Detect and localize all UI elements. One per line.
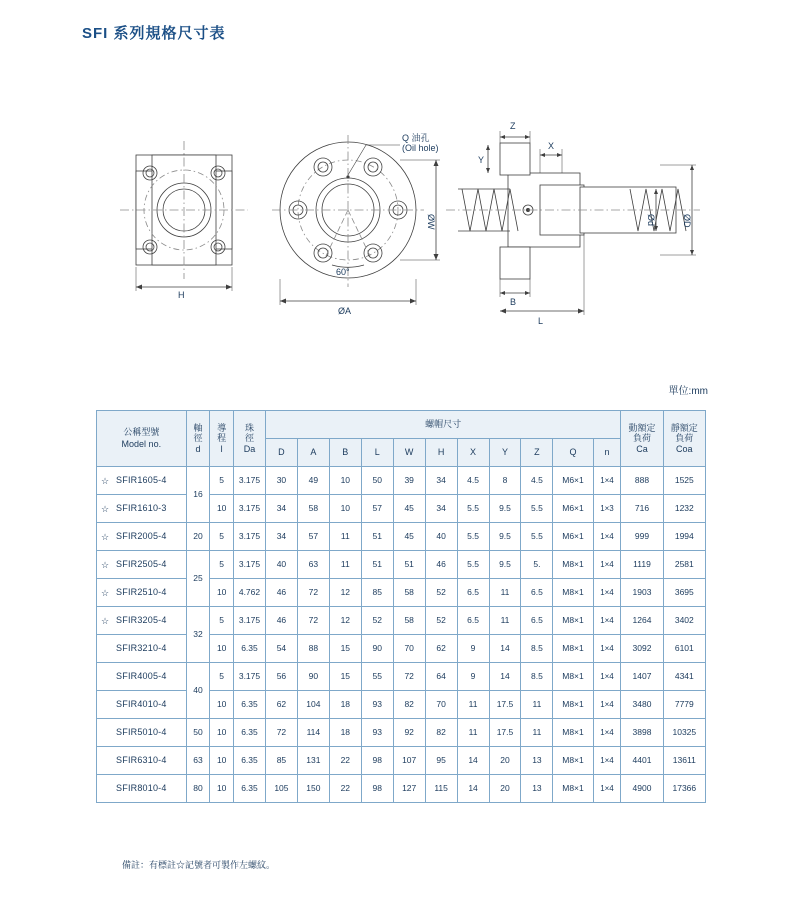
header-dynamic-l2: 負荷 [633, 433, 652, 444]
cell-D: 40 [265, 551, 297, 579]
cell-B: 18 [329, 719, 361, 747]
cell-B: 11 [329, 551, 361, 579]
cell-n: 1×3 [593, 495, 621, 523]
dim-x-label: X [548, 141, 555, 151]
cell-model [97, 579, 187, 607]
model-number: SFIR2005-4 [116, 531, 167, 542]
cell-model [97, 775, 187, 803]
cell-ball-diameter: 6.35 [234, 719, 266, 747]
cell-Q: M8×1 [553, 775, 593, 803]
cell-static-load: 1994 [663, 523, 705, 551]
cell-dynamic-load: 4401 [621, 747, 663, 775]
cell-H: 64 [425, 663, 457, 691]
cell-shaft-diameter: 63 [186, 747, 210, 775]
cell-ball-diameter: 3.175 [234, 663, 266, 691]
cell-model [97, 635, 187, 663]
cell-W: 58 [393, 607, 425, 635]
header-col-B: B [329, 439, 361, 467]
header-shaft-sym: d [195, 443, 201, 454]
cell-shaft-diameter: 16 [186, 467, 210, 523]
cell-lead: 10 [210, 579, 234, 607]
model-number: SFIR1610-3 [116, 503, 167, 514]
cell-shaft-diameter: 20 [186, 523, 210, 551]
unit-label: 單位:mm [668, 386, 708, 397]
cell-Y: 17.5 [489, 691, 521, 719]
cell-L: 51 [361, 523, 393, 551]
cell-ball-diameter: 3.175 [234, 523, 266, 551]
cell-L: 90 [361, 635, 393, 663]
model-number: SFIR4005-4 [116, 671, 167, 682]
cell-A: 72 [297, 607, 329, 635]
table-row[interactable] [97, 747, 706, 775]
cell-A: 88 [297, 635, 329, 663]
left-thread-star-icon: ☆ [101, 475, 110, 486]
cell-ball-diameter: 3.175 [234, 551, 266, 579]
header-nut-dimensions: 螺帽尺寸 [265, 411, 620, 439]
cell-D: 34 [265, 523, 297, 551]
dim-angle-label: 60° [336, 267, 350, 277]
model-number: SFIR1605-4 [116, 475, 167, 486]
dim-y-label: Y [478, 155, 485, 165]
cell-lead: 5 [210, 663, 234, 691]
cell-Y: 9.5 [489, 495, 521, 523]
cell-H: 95 [425, 747, 457, 775]
cell-ball-diameter: 3.175 [234, 495, 266, 523]
header-lead-sym: l [220, 443, 223, 454]
cell-A: 49 [297, 467, 329, 495]
cell-L: 93 [361, 719, 393, 747]
header-col-W: W [393, 439, 425, 467]
cell-Z: 5.5 [521, 523, 553, 551]
cell-model [97, 495, 187, 523]
cell-ball-diameter: 6.35 [234, 747, 266, 775]
cell-D: 46 [265, 607, 297, 635]
cell-A: 63 [297, 551, 329, 579]
header-col-Q: Q [553, 439, 593, 467]
cell-static-load: 1525 [663, 467, 705, 495]
cell-W: 45 [393, 523, 425, 551]
cell-Q: M6×1 [553, 523, 593, 551]
cell-A: 131 [297, 747, 329, 775]
cell-X: 6.5 [457, 579, 489, 607]
cell-L: 57 [361, 495, 393, 523]
cell-Z: 5. [521, 551, 553, 579]
cell-lead: 5 [210, 467, 234, 495]
cell-model [97, 467, 187, 495]
header-static-l2: 負荷 [675, 433, 694, 444]
table-row[interactable] [97, 467, 706, 495]
header-dynamic-l1: 動額定 [628, 422, 656, 433]
spec-table-head [97, 411, 706, 467]
cell-B: 18 [329, 691, 361, 719]
cell-A: 114 [297, 719, 329, 747]
cell-n: 1×4 [593, 663, 621, 691]
cell-A: 90 [297, 663, 329, 691]
cell-lead: 5 [210, 523, 234, 551]
cell-X: 9 [457, 635, 489, 663]
cell-model [97, 747, 187, 775]
cell-H: 52 [425, 579, 457, 607]
cell-B: 15 [329, 663, 361, 691]
cell-X: 14 [457, 747, 489, 775]
cell-model [97, 719, 187, 747]
cell-W: 51 [393, 551, 425, 579]
table-row[interactable] [97, 607, 706, 635]
cell-X: 5.5 [457, 495, 489, 523]
cell-X: 14 [457, 775, 489, 803]
model-number: SFIR2505-4 [116, 559, 167, 570]
cell-ball-diameter: 6.35 [234, 775, 266, 803]
cell-W: 58 [393, 579, 425, 607]
cell-n: 1×4 [593, 719, 621, 747]
header-row-1 [97, 411, 706, 439]
cell-n: 1×4 [593, 747, 621, 775]
cell-shaft-diameter: 50 [186, 719, 210, 747]
cell-Z: 6.5 [521, 607, 553, 635]
cell-H: 70 [425, 691, 457, 719]
cell-shaft-diameter: 80 [186, 775, 210, 803]
cell-Z: 8.5 [521, 663, 553, 691]
cell-Z: 11 [521, 691, 553, 719]
cell-Y: 20 [489, 747, 521, 775]
cell-A: 58 [297, 495, 329, 523]
cell-n: 1×4 [593, 467, 621, 495]
cell-lead: 10 [210, 747, 234, 775]
dim-b-label: B [510, 297, 517, 307]
header-col-L: L [361, 439, 393, 467]
cell-L: 85 [361, 579, 393, 607]
header-col-X: X [457, 439, 489, 467]
cell-Q: M8×1 [553, 663, 593, 691]
cell-D: 54 [265, 635, 297, 663]
cell-B: 12 [329, 607, 361, 635]
cell-A: 72 [297, 579, 329, 607]
header-lead-l1: 導 [217, 422, 227, 433]
cell-L: 52 [361, 607, 393, 635]
cell-dynamic-load: 1119 [621, 551, 663, 579]
header-ball-l1: 珠 [244, 422, 254, 433]
header-col-A: A [297, 439, 329, 467]
cell-H: 52 [425, 607, 457, 635]
cell-dynamic-load: 3092 [621, 635, 663, 663]
left-thread-star-icon: ☆ [101, 587, 110, 598]
cell-W: 45 [393, 495, 425, 523]
cell-dynamic-load: 1407 [621, 663, 663, 691]
cell-B: 22 [329, 747, 361, 775]
cell-static-load: 6101 [663, 635, 705, 663]
cell-n: 1×4 [593, 579, 621, 607]
cell-H: 40 [425, 523, 457, 551]
cell-shaft-diameter: 40 [186, 663, 210, 719]
table-row[interactable] [97, 523, 706, 551]
cell-X: 4.5 [457, 467, 489, 495]
header-col-Z: Z [521, 439, 553, 467]
cell-Y: 9.5 [489, 523, 521, 551]
cell-D: 46 [265, 579, 297, 607]
cell-static-load: 13611 [663, 747, 705, 775]
cell-lead: 5 [210, 607, 234, 635]
cell-dynamic-load: 1264 [621, 607, 663, 635]
cell-dynamic-load: 716 [621, 495, 663, 523]
cell-dynamic-load: 3898 [621, 719, 663, 747]
cell-Z: 4.5 [521, 467, 553, 495]
left-thread-star-icon: ☆ [101, 615, 110, 626]
table-row[interactable] [97, 775, 706, 803]
cell-A: 150 [297, 775, 329, 803]
cell-X: 11 [457, 719, 489, 747]
cell-lead: 10 [210, 719, 234, 747]
cell-static-load: 4341 [663, 663, 705, 691]
cell-model [97, 523, 187, 551]
spec-table [96, 410, 706, 803]
table-row[interactable] [97, 719, 706, 747]
header-ball-sym: Da [243, 443, 256, 454]
left-thread-star-icon: ☆ [101, 503, 110, 514]
drawing-svg [100, 115, 720, 345]
cell-Y: 14 [489, 635, 521, 663]
header-col-H: H [425, 439, 457, 467]
cell-B: 12 [329, 579, 361, 607]
cell-B: 10 [329, 495, 361, 523]
cell-ball-diameter: 4.762 [234, 579, 266, 607]
cell-W: 92 [393, 719, 425, 747]
cell-Q: M8×1 [553, 635, 593, 663]
cell-D: 62 [265, 691, 297, 719]
model-number: SFIR3205-4 [116, 615, 167, 626]
cell-Q: M8×1 [553, 579, 593, 607]
cell-Y: 17.5 [489, 719, 521, 747]
cell-Y: 20 [489, 775, 521, 803]
cell-Y: 11 [489, 579, 521, 607]
model-number: SFIR3210-4 [116, 643, 167, 654]
cell-H: 115 [425, 775, 457, 803]
cell-model [97, 663, 187, 691]
cell-D: 105 [265, 775, 297, 803]
cell-B: 10 [329, 467, 361, 495]
cell-Y: 14 [489, 663, 521, 691]
cell-L: 51 [361, 551, 393, 579]
cell-n: 1×4 [593, 551, 621, 579]
cell-lead: 10 [210, 691, 234, 719]
cell-ball-diameter: 6.35 [234, 635, 266, 663]
cell-dynamic-load: 888 [621, 467, 663, 495]
cell-n: 1×4 [593, 523, 621, 551]
cell-model [97, 551, 187, 579]
dim-z-label: Z [510, 121, 516, 131]
cell-Y: 9.5 [489, 551, 521, 579]
dim-phi-d-small-label: Ød [646, 214, 656, 227]
header-shaft-diameter [186, 411, 210, 467]
cell-lead: 5 [210, 551, 234, 579]
cell-D: 56 [265, 663, 297, 691]
cell-L: 50 [361, 467, 393, 495]
cell-shaft-diameter: 32 [186, 607, 210, 663]
cell-D: 30 [265, 467, 297, 495]
cell-L: 93 [361, 691, 393, 719]
cell-ball-diameter: 6.35 [234, 691, 266, 719]
header-ball-l2: 徑 [244, 433, 254, 444]
cell-dynamic-load: 999 [621, 523, 663, 551]
cell-W: 127 [393, 775, 425, 803]
cell-static-load: 3402 [663, 607, 705, 635]
cell-dynamic-load: 1903 [621, 579, 663, 607]
cell-W: 82 [393, 691, 425, 719]
header-col-Y: Y [489, 439, 521, 467]
cell-L: 55 [361, 663, 393, 691]
page-title: SFI 系列規格尺寸表 [82, 25, 226, 42]
dim-phi-w-label: ØW [426, 214, 436, 230]
dim-phi-a-label: ØA [338, 306, 352, 316]
cell-H: 34 [425, 467, 457, 495]
cell-shaft-diameter: 25 [186, 551, 210, 607]
left-thread-star-icon: ☆ [101, 531, 110, 542]
cell-Z: 5.5 [521, 495, 553, 523]
header-lead-l2: 程 [217, 433, 227, 444]
cell-Y: 8 [489, 467, 521, 495]
cell-Z: 13 [521, 747, 553, 775]
cell-model [97, 607, 187, 635]
cell-D: 85 [265, 747, 297, 775]
dim-l-label: L [538, 316, 544, 326]
oil-hole-sublabel: (Oil hole) [402, 143, 439, 153]
cell-Q: M6×1 [553, 495, 593, 523]
header-shaft-l1: 軸 [193, 422, 203, 433]
cell-B: 11 [329, 523, 361, 551]
cell-D: 72 [265, 719, 297, 747]
oil-hole-label: Q 油孔 [402, 133, 430, 143]
header-model-en: Model no. [121, 438, 162, 449]
dim-phi-d-large-label: ØD [682, 214, 692, 228]
cell-static-load: 7779 [663, 691, 705, 719]
header-static-sym: Coa [676, 443, 693, 454]
spec-table-wrapper [96, 410, 706, 803]
cell-B: 22 [329, 775, 361, 803]
cell-H: 82 [425, 719, 457, 747]
cell-D: 34 [265, 495, 297, 523]
header-lead [210, 411, 234, 467]
cell-W: 72 [393, 663, 425, 691]
cell-model [97, 691, 187, 719]
model-number: SFIR2510-4 [116, 587, 167, 598]
table-row[interactable] [97, 663, 706, 691]
header-shaft-l2: 徑 [193, 433, 203, 444]
cell-dynamic-load: 4900 [621, 775, 663, 803]
left-thread-star-icon: ☆ [101, 559, 110, 570]
header-col-D: D [265, 439, 297, 467]
cell-Q: M8×1 [553, 719, 593, 747]
cell-X: 11 [457, 691, 489, 719]
cell-static-load: 10325 [663, 719, 705, 747]
cell-Q: M8×1 [553, 691, 593, 719]
cell-static-load: 1232 [663, 495, 705, 523]
cell-W: 39 [393, 467, 425, 495]
cell-X: 5.5 [457, 523, 489, 551]
spec-table-body [97, 467, 706, 803]
cell-X: 9 [457, 663, 489, 691]
cell-static-load: 3695 [663, 579, 705, 607]
cell-H: 62 [425, 635, 457, 663]
cell-Z: 8.5 [521, 635, 553, 663]
cell-X: 5.5 [457, 551, 489, 579]
cell-static-load: 2581 [663, 551, 705, 579]
cell-lead: 10 [210, 775, 234, 803]
cell-Z: 13 [521, 775, 553, 803]
cell-n: 1×4 [593, 635, 621, 663]
cell-A: 104 [297, 691, 329, 719]
technical-drawings [100, 115, 720, 345]
cell-Q: M8×1 [553, 607, 593, 635]
cell-ball-diameter: 3.175 [234, 607, 266, 635]
cell-Z: 6.5 [521, 579, 553, 607]
header-ball-diameter [234, 411, 266, 467]
cell-n: 1×4 [593, 691, 621, 719]
cell-Q: M6×1 [553, 467, 593, 495]
model-number: SFIR6310-4 [116, 755, 167, 766]
cell-n: 1×4 [593, 775, 621, 803]
cell-n: 1×4 [593, 607, 621, 635]
header-col-n: n [593, 439, 621, 467]
cell-W: 107 [393, 747, 425, 775]
dim-h-label: H [178, 290, 185, 300]
cell-Y: 11 [489, 607, 521, 635]
cell-lead: 10 [210, 495, 234, 523]
model-number: SFIR5010-4 [116, 727, 167, 738]
cell-dynamic-load: 3480 [621, 691, 663, 719]
cell-X: 6.5 [457, 607, 489, 635]
cell-ball-diameter: 3.175 [234, 467, 266, 495]
cell-Z: 11 [521, 719, 553, 747]
header-model [97, 411, 187, 467]
header-dynamic-load [621, 411, 663, 467]
footnote: 備註：有標註☆記號者可製作左螺紋。 [122, 860, 276, 870]
header-dynamic-sym: Ca [636, 443, 648, 454]
model-number: SFIR4010-4 [116, 699, 167, 710]
header-model-cn: 公稱型號 [123, 427, 160, 438]
cell-H: 34 [425, 495, 457, 523]
cell-static-load: 17366 [663, 775, 705, 803]
model-number: SFIR8010-4 [116, 783, 167, 794]
cell-W: 70 [393, 635, 425, 663]
cell-H: 46 [425, 551, 457, 579]
cell-lead: 10 [210, 635, 234, 663]
cell-L: 98 [361, 775, 393, 803]
cell-L: 98 [361, 747, 393, 775]
cell-Q: M8×1 [553, 747, 593, 775]
header-static-l1: 靜額定 [670, 422, 698, 433]
cell-Q: M8×1 [553, 551, 593, 579]
header-static-load [663, 411, 705, 467]
table-row[interactable] [97, 551, 706, 579]
cell-B: 15 [329, 635, 361, 663]
cell-A: 57 [297, 523, 329, 551]
